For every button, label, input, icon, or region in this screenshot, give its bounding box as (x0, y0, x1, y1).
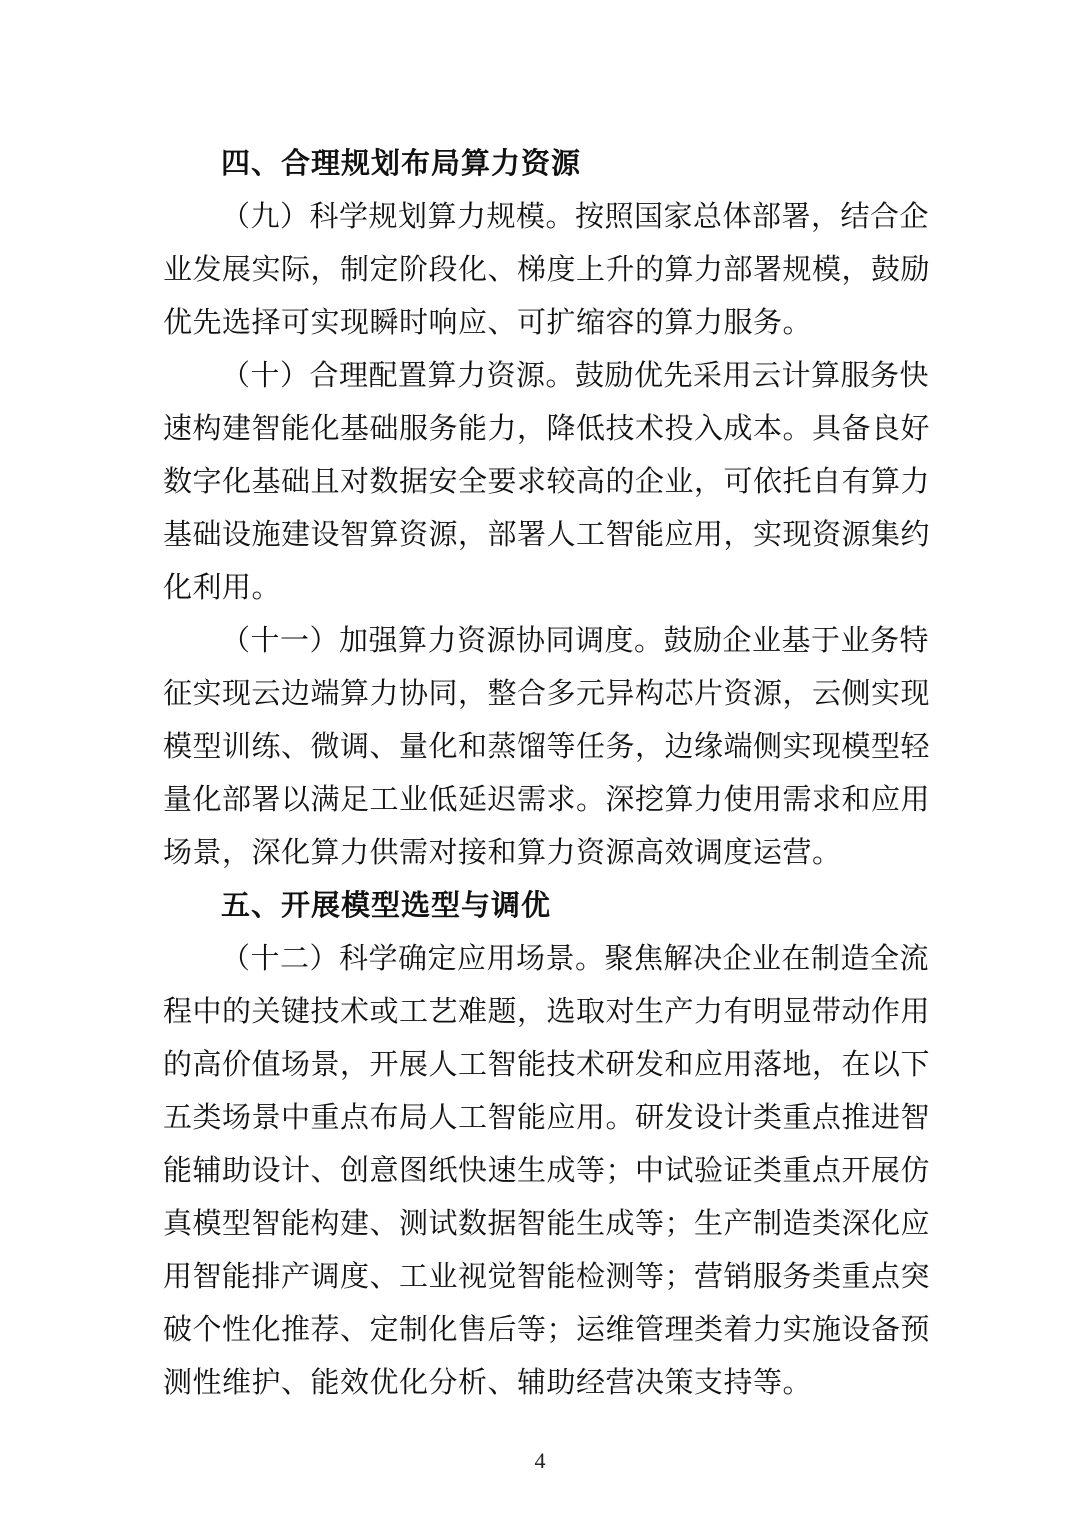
paragraph-line: 征实现云边端算力协同，整合多元异构芯片资源，云侧实现 (163, 676, 931, 710)
paragraph-line: 模型训练、微调、量化和蒸馏等任务，边缘端侧实现模型轻 (163, 729, 931, 763)
paragraph-line: 量化部署以满足工业低延迟需求。深挖算力使用需求和应用 (163, 782, 931, 816)
paragraph-line: 能辅助设计、创意图纸快速生成等；中试验证类重点开展仿 (163, 1153, 931, 1187)
paragraph-11 (163, 614, 931, 879)
paragraph-9 (163, 190, 931, 349)
paragraph-line: 基础设施建设智算资源，部署人工智能应用，实现资源集约 (163, 517, 931, 551)
paragraph-line: 测性维护、能效优化分析、辅助经营决策支持等。 (163, 1365, 813, 1399)
document-body (163, 137, 931, 1409)
paragraph-line: 速构建智能化基础服务能力，降低技术投入成本。具备良好 (163, 411, 931, 445)
paragraph-line: 的高价值场景，开展人工智能技术研发和应用落地，在以下 (163, 1047, 931, 1081)
paragraph-line: （十一）加强算力资源协同调度。鼓励企业基于业务特 (221, 623, 930, 657)
paragraph-line: 破个性化推荐、定制化售后等；运维管理类着力实施设备预 (163, 1312, 931, 1346)
paragraph-line: 程中的关键技术或工艺难题，选取对生产力有明显带动作用 (163, 994, 931, 1028)
paragraph-line: 用智能排产调度、工业视觉智能检测等；营销服务类重点突 (163, 1259, 931, 1293)
paragraph-line: 真模型智能构建、测试数据智能生成等；生产制造类深化应 (163, 1206, 931, 1240)
paragraph-line: （十二）科学确定应用场景。聚焦解决企业在制造全流 (221, 941, 930, 975)
paragraph-10 (163, 349, 931, 614)
paragraph-line: （十）合理配置算力资源。鼓励优先采用云计算服务快 (221, 358, 930, 392)
paragraph-line: 化利用。 (163, 570, 282, 604)
paragraph-line: 业发展实际，制定阶段化、梯度上升的算力部署规模，鼓励 (163, 252, 931, 286)
paragraph-line: 优先选择可实现瞬时响应、可扩缩容的算力服务。 (163, 305, 813, 339)
paragraph-line: （九）科学规划算力规模。按照国家总体部署，结合企 (221, 199, 930, 233)
section-heading-4: 四、合理规划布局算力资源 (221, 146, 582, 180)
paragraph-line: 场景，深化算力供需对接和算力资源高效调度运营。 (163, 835, 842, 869)
paragraph-line: 五类场景中重点布局人工智能应用。研发设计类重点推进智 (163, 1100, 931, 1134)
paragraph-line: 数字化基础且对数据安全要求较高的企业，可依托自有算力 (163, 464, 931, 498)
page-number: 4 (534, 1448, 546, 1473)
section-heading-5: 五、开展模型选型与调优 (221, 888, 552, 922)
paragraph-12 (163, 932, 931, 1409)
